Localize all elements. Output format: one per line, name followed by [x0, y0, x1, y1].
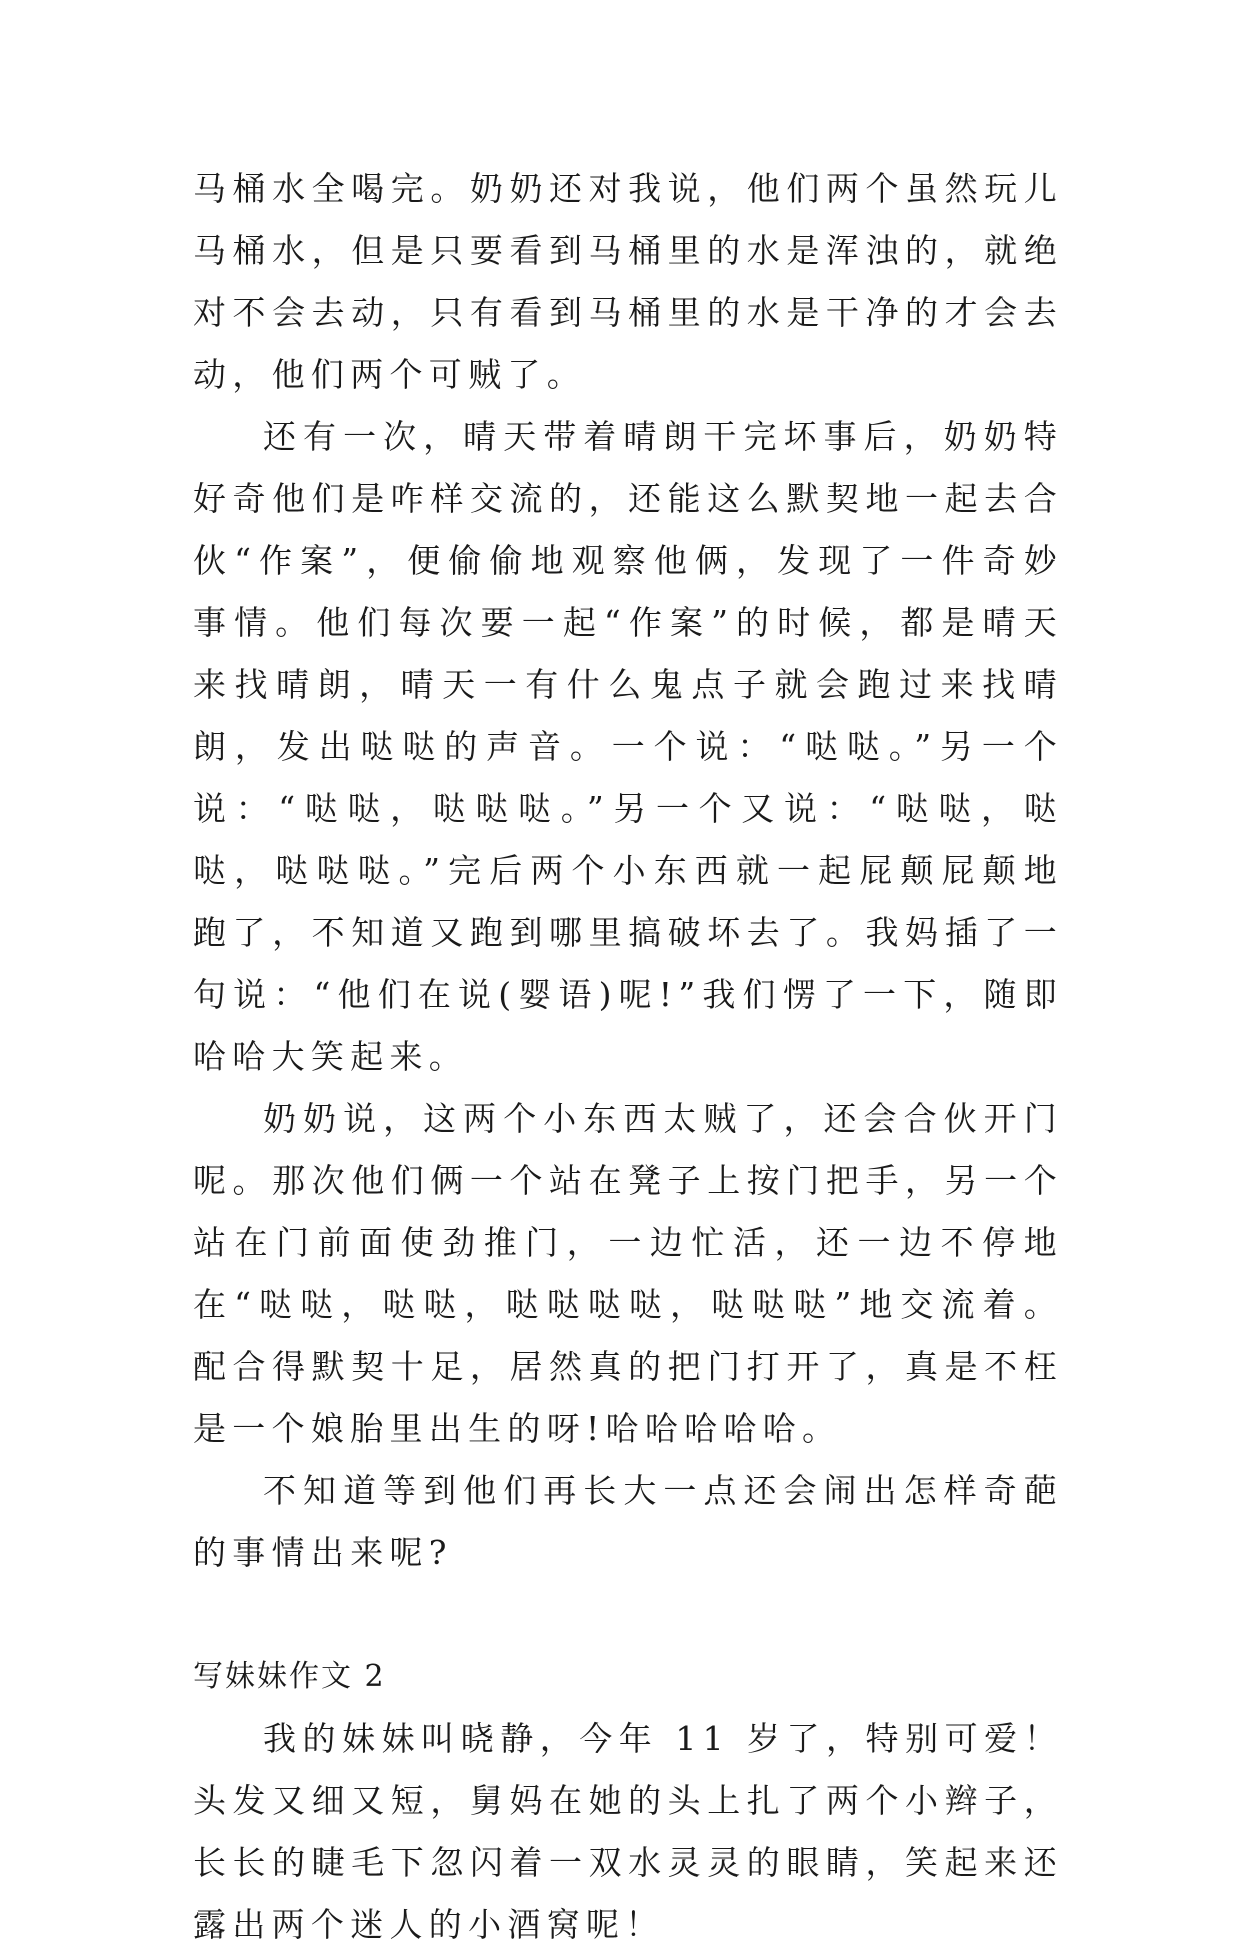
- paragraph-closing-question: 不知道等到他们再长大一点还会闹出怎样奇葩的事情出来呢?: [193, 1471, 1063, 1572]
- document-body: [193, 158, 1063, 1956]
- paragraph-sister-intro: 我的妹妹叫晓静，今年 11 岁了，特别可爱！头发又细又短，舅妈在她的头上扎了两个小辫子，长长的睫毛下忽闪着一双水灵灵的眼睛，笑起来还露出两个迷人的小酒窝呢！: [193, 1719, 1063, 1944]
- paragraph-communication: 还有一次，晴天带着晴朗干完坏事后，奶奶特好奇他们是咋样交流的，还能这么默契地一起去合伙“作案”，便偷偷地观察他俩，发现了一件奇妙事情。他们每次要一起“作案”的时候，都是晴天来找晴朗，晴天一有什么鬼点子就会跑过来找晴朗，发出哒哒的声音。一个说：“哒哒。”另一个说：“哒哒，哒哒哒。”另一个又说：“哒哒，哒哒，哒哒哒。”完后两个小东西就一起屁颠屁颠地跑了，不知道又跑到哪里搞破坏去了。我妈插了一句说：“他们在说(婴语)呢!”我们愣了一下，随即哈哈大笑起来。: [193, 417, 1063, 1076]
- paragraph-continuation: 马桶水全喝完。奶奶还对我说，他们两个虽然玩儿马桶水，但是只要看到马桶里的水是浑浊的，就绝对不会去动，只有看到马桶里的水是干净的才会去动，他们两个可贼了。: [193, 169, 1063, 394]
- paragraph-opening-door: 奶奶说，这两个小东西太贼了，还会合伙开门呢。那次他们俩一个站在凳子上按门把手，另一个站在门前面使劲推门，一边忙活，还一边不停地在“哒哒，哒哒，哒哒哒哒，哒哒哒”地交流着。配合得默契十足，居然真的把门打开了，真是不枉是一个娘胎里出生的呀!哈哈哈哈哈。: [193, 1099, 1063, 1448]
- section-spacer: [193, 1584, 1063, 1646]
- section-title: 写妹妹作文 2: [193, 1659, 386, 1694]
